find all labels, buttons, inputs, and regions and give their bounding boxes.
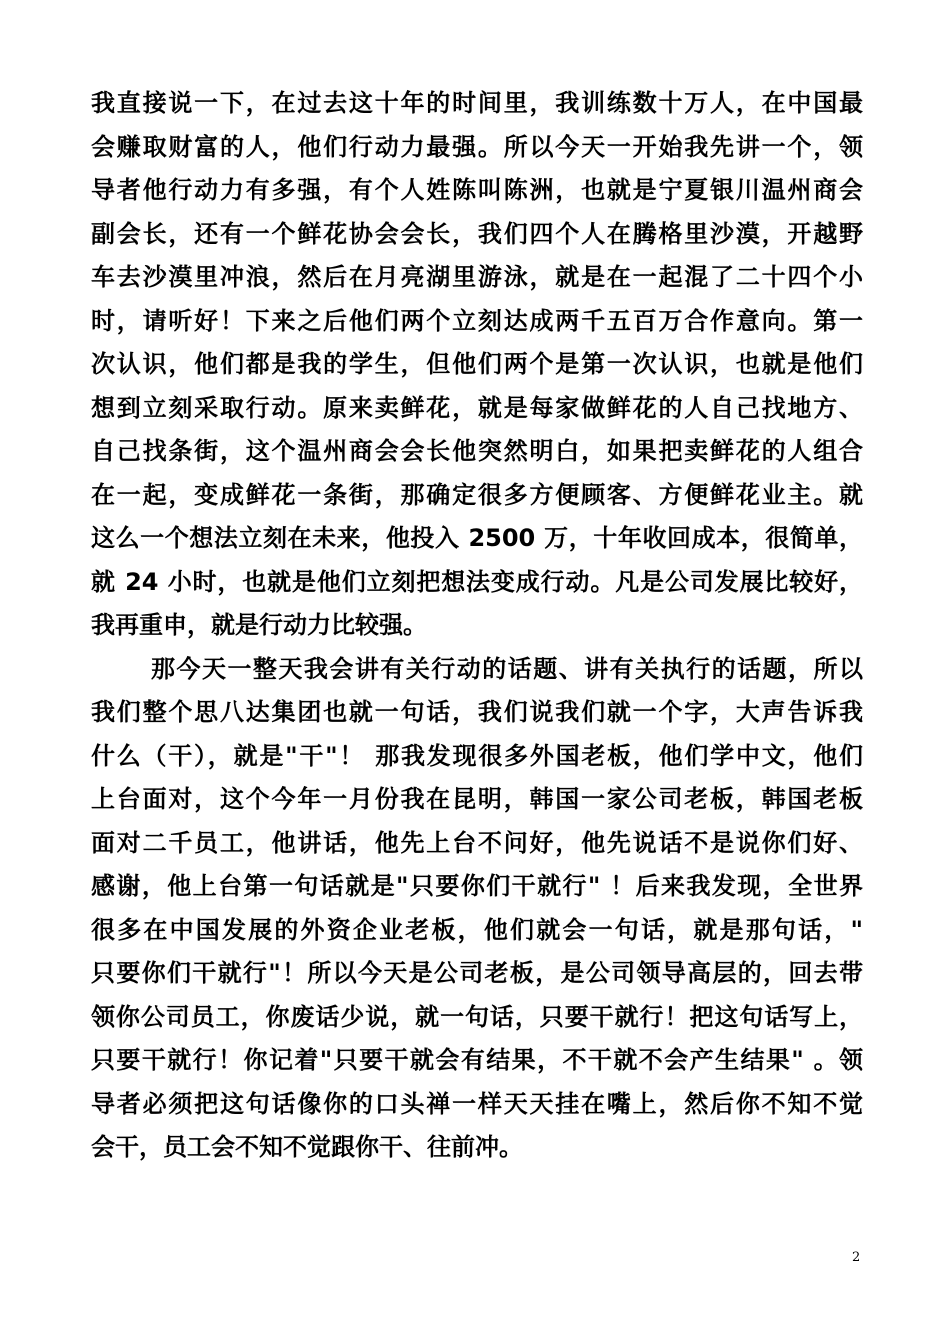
text-line: 只要你们干就行"！所以今天是公司老板，是公司领导高层的，回去带 <box>91 959 863 987</box>
text-line: 我们整个思八达集团也就一句话，我们说我们就一个字，大声告诉我 <box>91 698 863 726</box>
text-line: 领你公司员工，你废话少说，就一句话，只要干就行！把这句话写上， <box>91 1002 863 1031</box>
text-line: 什么（干），就是"干"！ 那我发现很多外国老板，他们学中文，他们 <box>91 741 863 770</box>
text-line: 只要干就行！你记着"只要干就会有结果，不干就不会产生结果" 。领 <box>91 1046 863 1074</box>
text-line: 次认识，他们都是我的学生，但他们两个是第一次认识，也就是他们 <box>91 350 863 378</box>
text-line: 我再重申，就是行动力比较强。 <box>91 611 427 639</box>
paragraph-2 <box>91 648 863 1170</box>
text-line: 感谢，他上台第一句话就是"只要你们干就行" ！后来我发现，全世界 <box>91 872 863 900</box>
text-line: 时，请听好！下来之后他们两个立刻达成两千五百万合作意向。第一 <box>91 306 863 335</box>
text-line: 在一起，变成鲜花一条街，那确定很多方便顾客、方便鲜花业主。就 <box>91 480 863 509</box>
text-line: 车去沙漠里冲浪，然后在月亮湖里游泳，就是在一起混了二十四个小 <box>91 263 863 291</box>
paragraph-1 <box>91 82 863 648</box>
text-line: 副会长，还有一个鲜花协会会长，我们四个人在腾格里沙漠，开越野 <box>91 219 863 248</box>
text-line: 自己找条街，这个温州商会会长他突然明白，如果把卖鲜花的人组合 <box>91 437 863 465</box>
text-line: 很多在中国发展的外资企业老板，他们就会一句话，就是那句话，" <box>91 915 863 944</box>
text-line: 面对二千员工，他讲话，他先上台不问好，他先说话不是说你们好、 <box>91 828 863 857</box>
text-line: 那今天一整天我会讲有关行动的话题、讲有关执行的话题，所以 <box>151 654 863 683</box>
text-line: 就 24 小时，也就是他们立刻把想法变成行动。凡是公司发展比较好， <box>91 567 863 596</box>
page-number: 2 <box>852 1250 861 1265</box>
text-line: 会赚取财富的人，他们行动力最强。所以今天一开始我先讲一个，领 <box>91 132 863 161</box>
text-line: 这么一个想法立刻在未来，他投入 2500 万，十年收回成本，很简单， <box>91 524 863 552</box>
text-line: 导者必须把这句话像你的口头禅一样天天挂在嘴上，然后你不知不觉 <box>91 1089 863 1118</box>
text-line: 想到立刻采取行动。原来卖鲜花，就是每家做鲜花的人自己找地方、 <box>91 393 863 422</box>
body-text <box>91 82 863 1170</box>
text-line: 会干，员工会不知不觉跟你干、往前冲。 <box>91 1133 523 1161</box>
text-line: 我直接说一下，在过去这十年的时间里，我训练数十万人，在中国最 <box>91 89 863 117</box>
text-line: 导者他行动力有多强，有个人姓陈叫陈洲，也就是宁夏银川温州商会 <box>91 176 863 204</box>
text-line: 上台面对，这个今年一月份我在昆明，韩国一家公司老板，韩国老板 <box>91 785 863 813</box>
